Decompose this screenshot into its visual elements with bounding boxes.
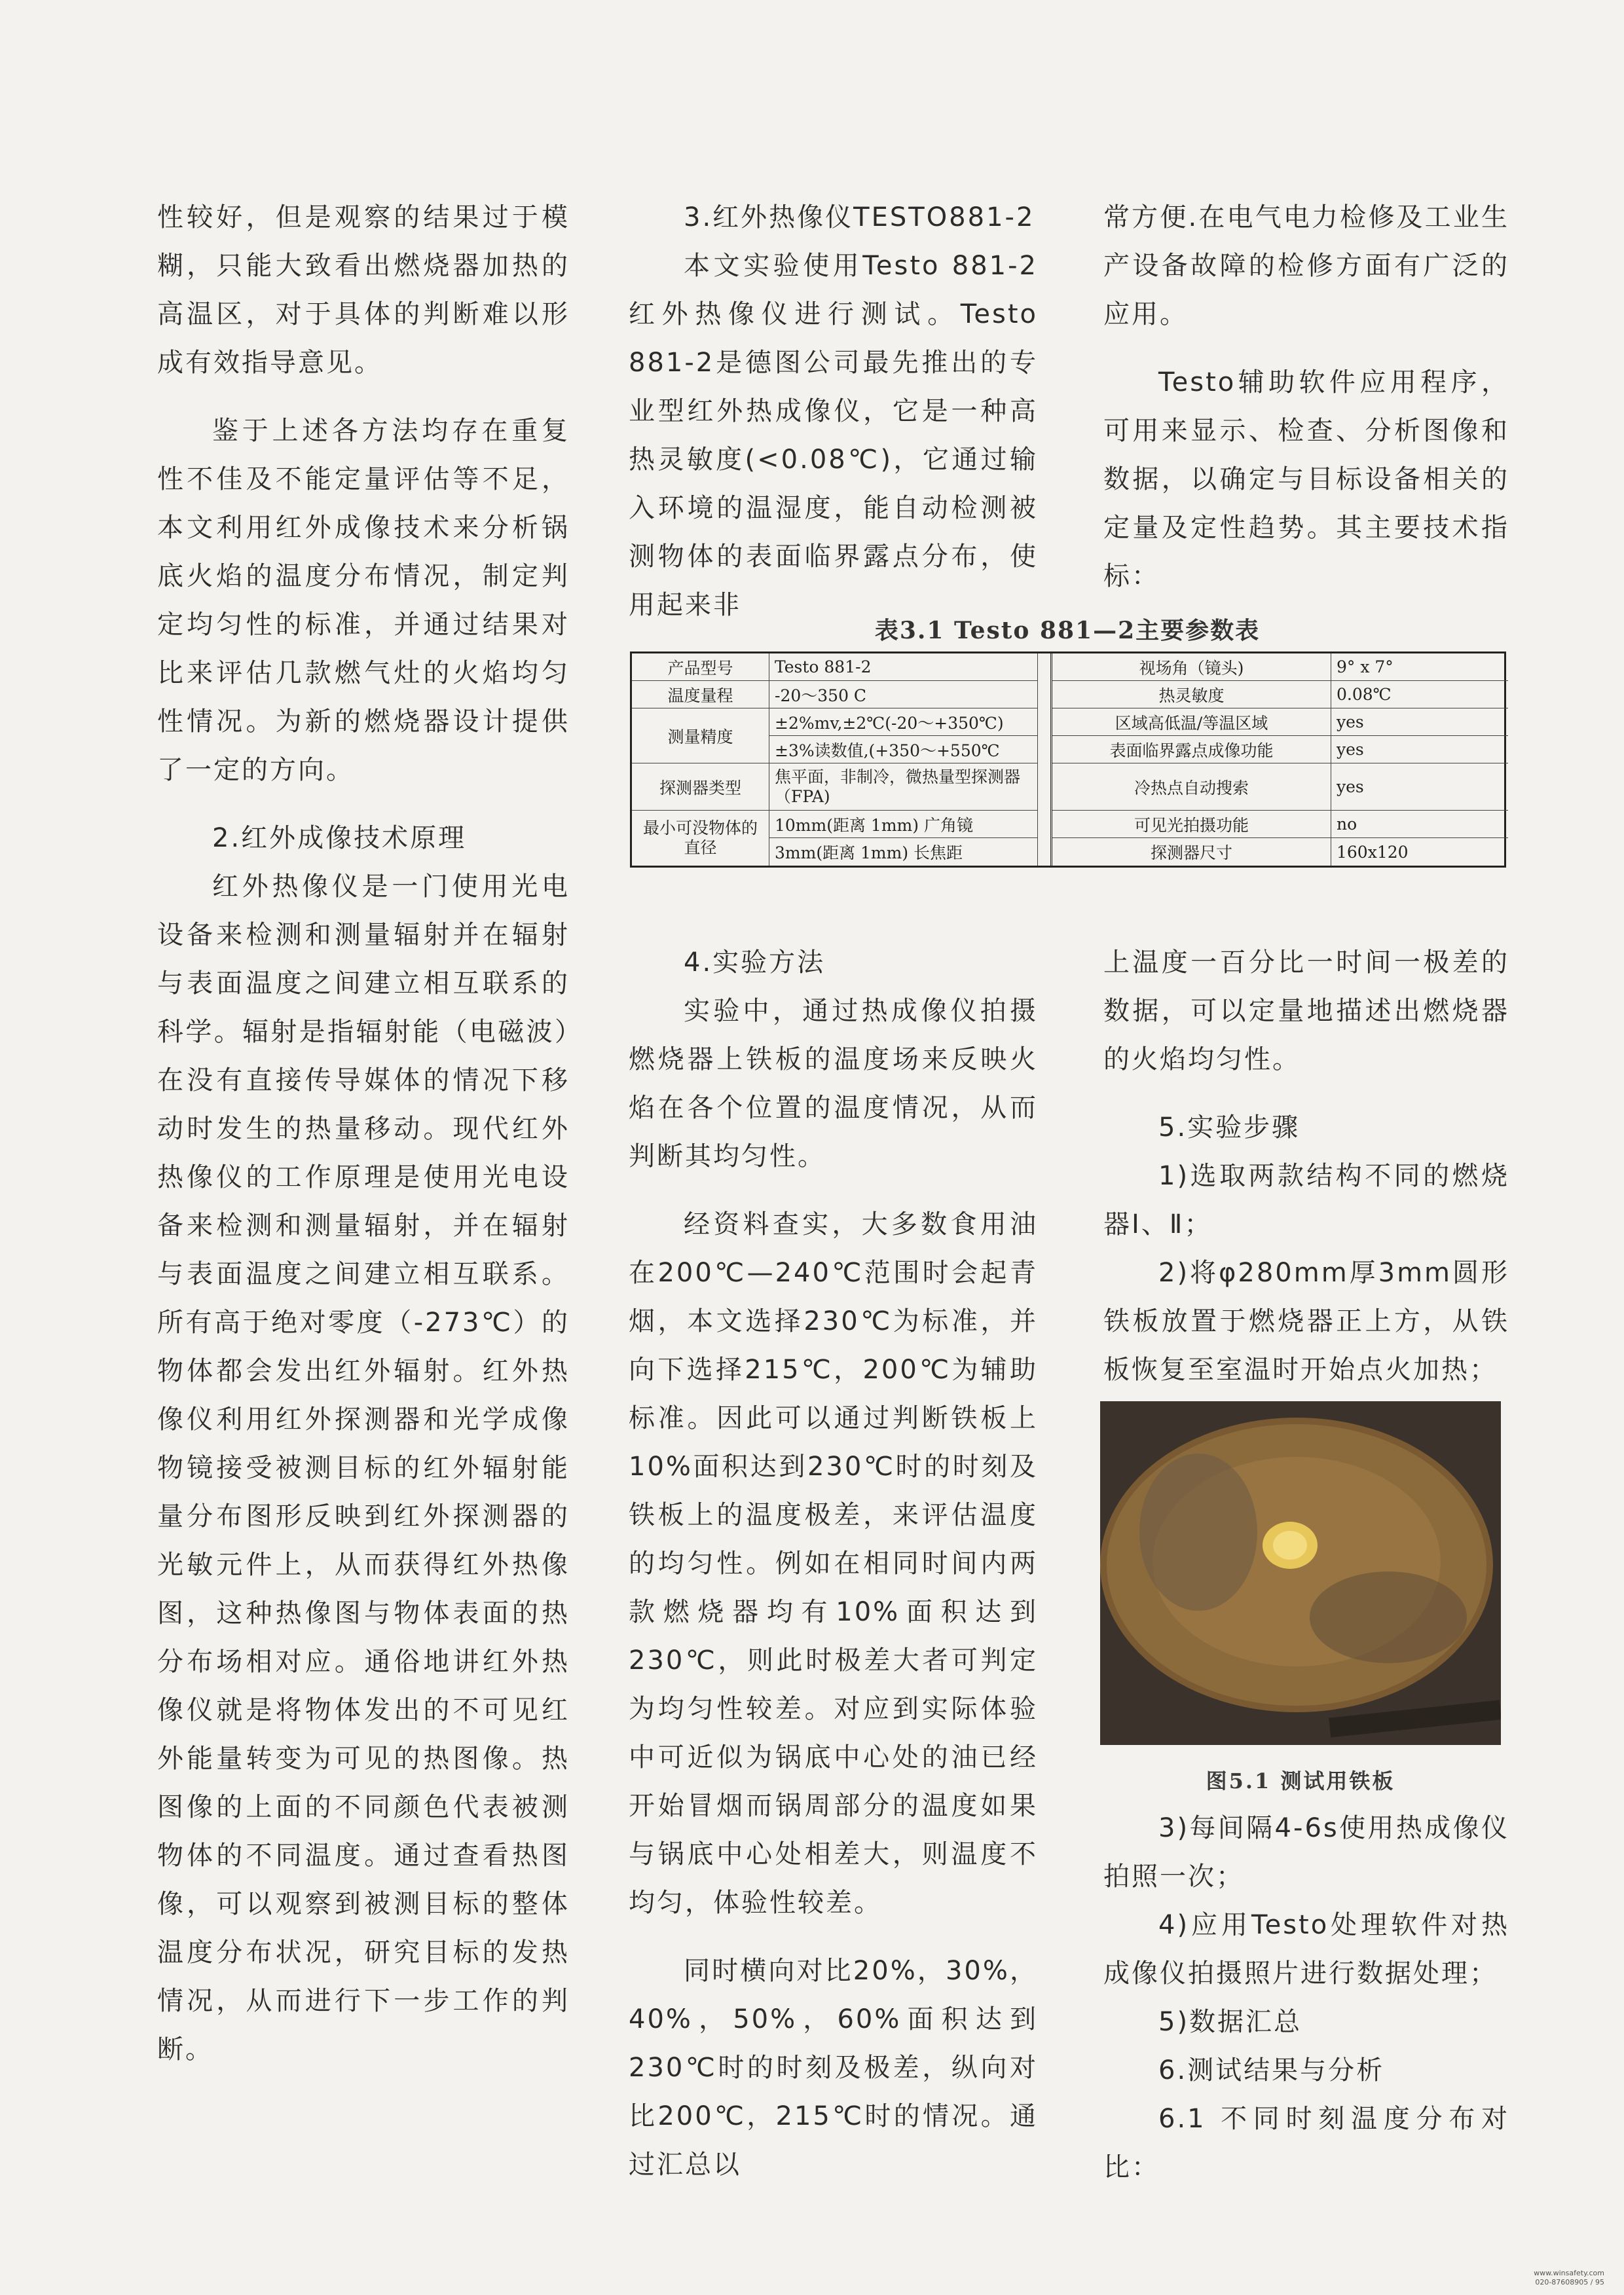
table-label: 热灵敏度: [1052, 681, 1331, 708]
table-label: 表面临界露点成像功能: [1052, 736, 1331, 763]
table-value: 0.08℃: [1331, 681, 1508, 708]
table-value: 160x120: [1337, 842, 1409, 862]
paragraph: 常方便.在电气电力检修及工业生产设备故障的检修方面有广泛的应用。: [1103, 202, 1509, 329]
paragraph: 实验中，通过热成像仪拍摄燃烧器上铁板的温度场来反映火焰在各个位置的温度情况，从而判断其均匀性。: [629, 996, 1038, 1171]
step-item: 3)每间隔4-6s使用热成像仪拍照一次；: [1103, 1813, 1509, 1892]
table-value: 9° x 7°: [1331, 653, 1508, 681]
section-heading: 6.1 不同时刻温度分布对比：: [1103, 2104, 1509, 2182]
iron-plate-image: [1100, 1401, 1501, 1745]
column-3-after-figure: [1103, 1804, 1509, 2192]
paragraph: 上温度一百分比一时间一极差的数据，可以定量地描述出燃烧器的火焰均匀性。: [1103, 947, 1509, 1074]
step-item: 2)将φ280mm厚3mm圆形铁板放置于燃烧器正上方，从铁板恢复至室温时开始点火加热；: [1103, 1258, 1509, 1385]
table-value: Testo 881-2: [769, 653, 1038, 681]
column-2-bottom: [629, 938, 1038, 2189]
footer-url: www.winsafety.com: [1534, 2269, 1604, 2277]
table-value: yes: [1331, 763, 1508, 811]
table-value: ±2%mv,±2℃(-20～+350℃): [769, 708, 1038, 736]
column-3-top: [1103, 193, 1509, 600]
step-item: 1)选取两款结构不同的燃烧器Ⅰ、Ⅱ；: [1103, 1161, 1509, 1239]
table-label: 温度量程: [632, 681, 769, 708]
table-value: -20～350 C: [769, 681, 1038, 708]
table-label: 探测器类型: [632, 763, 769, 811]
paragraph: 红外热像仪是一门使用光电设备来检测和测量辐射并在辐射与表面温度之间建立相互联系的科学。辐射是指辐射能（电磁波）在没有直接传导媒体的情况下移动时发生的热量移动。现代红外热像仪的工作原理是使用光电设备来检测和测量辐射，并在辐射与表面温度之间建立相互联系。所有高于绝对零度（-273℃）的物体都会发出红外辐射。红外热像仪利用红外探测器和光学成像物镜接受被测目标的红外辐射能量分布图形反映到红外探测器的光敏元件上，从而获得红外热像图，这种热像图与物体表面的热分布场相对应。通俗地讲红外热像仪就是将物体发出的不可见红外能量转变为可见的热图像。热图像的上面的不同颜色代表被测物体的不同温度。通过查看热图像，可以观察到被测目标的整体温度分布状况，研究目标的发热情况，从而进行下一步工作的判断。: [157, 872, 570, 2065]
footer-watermark: [1506, 2269, 1604, 2287]
table-label: 测量精度: [632, 708, 769, 763]
table-label: 视场角（镜头): [1052, 653, 1331, 681]
table-value: ±3%读数值,(+350～+550℃: [769, 736, 1038, 763]
table-divider: [1038, 653, 1052, 866]
paragraph: 性较好，但是观察的结果过于模糊，只能大致看出燃烧器加热的高温区，对于具体的判断难以形成有效指导意见。: [157, 202, 570, 378]
paragraph: 本文实验使用Testo 881-2红外热像仪进行测试。Testo 881-2是德图公司最先推出的专业型红外热成像仪，它是一种高热灵敏度(<0.08℃)，它通过输入环境的温湿度，能自动检测被测物体的表面临界露点分布，使用起来非: [629, 251, 1038, 620]
table-caption: 表3.1 Testo 881—2主要参数表: [874, 617, 1261, 644]
column-2-top: [629, 193, 1038, 629]
step-item: 4)应用Testo处理软件对热成像仪拍摄照片进行数据处理；: [1103, 1910, 1509, 1989]
table-value: 焦平面，非制冷，微热量型探测器（FPA): [769, 763, 1038, 811]
spec-table: [630, 652, 1506, 868]
paragraph: 同时横向对比20%，30%，40%，50%，60%面积达到230℃时的时刻及极差，纵向对比200℃，215℃时的情况。通过汇总以: [629, 1956, 1038, 2180]
paragraph: 鉴于上述各方法均存在重复性不佳及不能定量评估等不足，本文利用红外成像技术来分析锅底火焰的温度分布情况，制定判定均匀性的标准，并通过结果对比来评估几款燃气灶的火焰均匀性情况。为新的燃烧器设计提供了一定的方向。: [157, 416, 570, 785]
footer-phone: 020-87608905 / 95: [1535, 2278, 1604, 2286]
step-item: 5)数据汇总: [1158, 2007, 1302, 2037]
table-label: 区域高低温/等温区域: [1052, 708, 1331, 736]
table-value: yes: [1331, 708, 1508, 736]
section-heading: 2.红外成像技术原理: [212, 823, 467, 853]
table-value: no: [1331, 811, 1508, 838]
table-label: 冷热点自动搜索: [1052, 763, 1331, 811]
table-value: yes: [1331, 736, 1508, 763]
section-heading: 4.实验方法: [684, 947, 826, 978]
section-heading: 5.实验步骤: [1158, 1112, 1301, 1143]
column-1: [157, 193, 570, 2074]
paragraph: 经资料查实，大多数食用油在200℃—240℃范围时会起青烟，本文选择230℃为标准，并向下选择215℃，200℃为辅助标准。因此可以通过判断铁板上10%面积达到230℃时的时刻及铁板上的温度极差，来评估温度的均匀性。例如在相同时间内两款燃烧器均有10%面积达到230℃，则此时极差大者可判定为均匀性较差。对应到实际体验中可近似为锅底中心处的油已经开始冒烟而锅周部分的温度如果与锅底中心处相差大，则温度不均匀，体验性较差。: [629, 1209, 1038, 1918]
paragraph: Testo辅助软件应用程序，可用来显示、检查、分析图像和数据，以确定与目标设备相关的定量及定性趋势。其主要技术指标：: [1103, 367, 1509, 591]
figure-caption: 图5.1 测试用铁板: [1206, 1769, 1395, 1793]
table-value: 10mm(距离 1mm) 广角镜: [769, 811, 1038, 838]
section-heading: 6.测试结果与分析: [1158, 2055, 1385, 2085]
column-3-bottom: [1103, 938, 1509, 1394]
iron-plate-photo: [1100, 1401, 1501, 1745]
table-label: 可见光拍摄功能: [1052, 811, 1331, 838]
table-label: 产品型号: [632, 653, 769, 681]
section-heading: 3.红外热像仪TESTO881-2: [684, 202, 1035, 232]
table-value: 3mm(距离 1mm) 长焦距: [769, 838, 1038, 866]
table-label: 探测器尺寸: [1052, 838, 1331, 866]
table-label: 最小可没物体的直径: [632, 811, 769, 866]
